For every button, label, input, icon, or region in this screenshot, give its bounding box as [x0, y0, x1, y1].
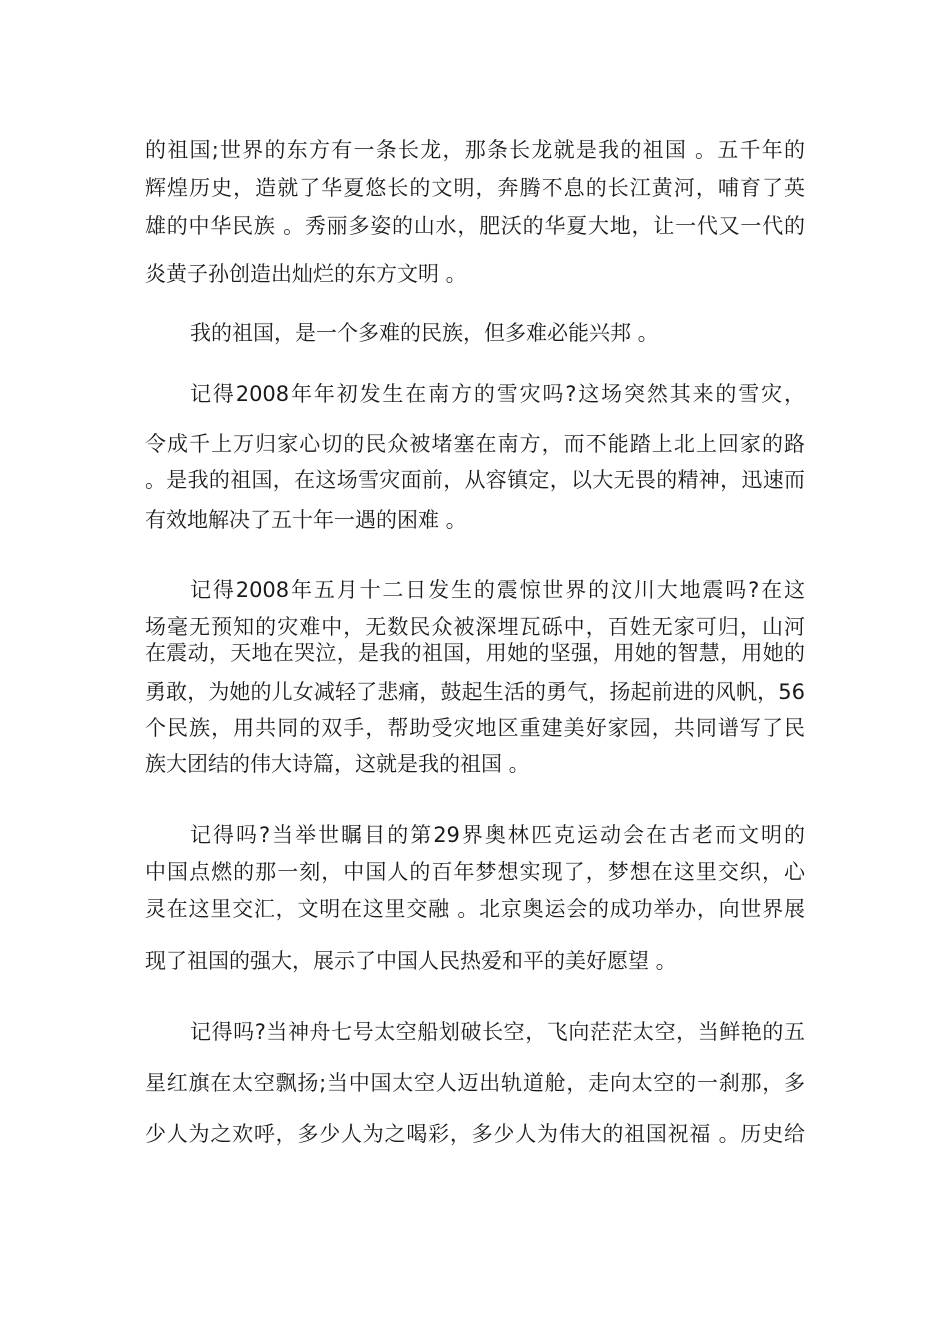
- paragraph-1-line-2: 辉煌历史，造就了华夏悠长的文明，奔腾不息的长江黄河，哺育了英: [145, 176, 805, 200]
- paragraph-5-line-3: 灵在这里交汇，文明在这里交融 。北京奥运会的成功举办，向世界展: [145, 897, 805, 921]
- paragraph-6-line-1: 记得吗?当神舟七号太空船划破长空，飞向茫茫太空，当鲜艳的五: [190, 1020, 805, 1044]
- paragraph-3-line-2: 令成千上万归家心切的民众被堵塞在南方，而不能踏上北上回家的路: [145, 432, 805, 456]
- paragraph-4-line-4: 勇敢，为她的儿女减轻了悲痛，鼓起生活的勇气，扬起前进的风帆，56: [145, 680, 805, 704]
- paragraph-1-line-3: 雄的中华民族 。秀丽多姿的山水，肥沃的华夏大地，让一代又一代的: [145, 214, 805, 238]
- paragraph-4-line-1: 记得2008年五月十二日发生的震惊世界的汶川大地震吗?在这: [190, 578, 805, 602]
- paragraph-3-line-3: 。是我的祖国，在这场雪灾面前，从容镇定，以大无畏的精神，迅速而: [145, 468, 805, 492]
- paragraph-5-line-4: 现了祖国的强大，展示了中国人民热爱和平的美好愿望 。: [145, 949, 677, 973]
- paragraph-4-line-3: 在震动，天地在哭泣，是我的祖国，用她的坚强，用她的智慧，用她的: [145, 641, 805, 665]
- paragraph-3-line-4: 有效地解决了五十年一遇的困难 。: [145, 508, 467, 532]
- paragraph-1-line-1: 的祖国;世界的东方有一条长龙，那条长龙就是我的祖国 。五千年的: [145, 138, 805, 162]
- paragraph-5-line-1: 记得吗?当举世瞩目的第29界奥林匹克运动会在古老而文明的: [190, 823, 805, 847]
- paragraph-4-line-2: 场毫无预知的灾难中，无数民众被深埋瓦砾中，百姓无家可归，山河: [145, 615, 805, 639]
- paragraph-1-line-4: 炎黄子孙创造出灿烂的东方文明 。: [145, 262, 467, 286]
- paragraph-3-line-1: 记得2008年年初发生在南方的雪灾吗?这场突然其来的雪灾，: [190, 382, 805, 406]
- paragraph-2-line-1: 我的祖国，是一个多难的民族，但多难必能兴邦 。: [190, 321, 659, 345]
- paragraph-6-line-3: 少人为之欢呼，多少人为之喝彩，多少人为伟大的祖国祝福 。历史给: [145, 1122, 805, 1146]
- paragraph-4-line-5: 个民族，用共同的双手，帮助受灾地区重建美好家园，共同谱写了民: [145, 716, 805, 740]
- paragraph-4-line-6: 族大团结的伟大诗篇，这就是我的祖国 。: [145, 752, 530, 776]
- paragraph-5-line-2: 中国点燃的那一刻，中国人的百年梦想实现了，梦想在这里交织，心: [145, 860, 805, 884]
- paragraph-6-line-2: 星红旗在太空飘扬;当中国太空人迈出轨道舱，走向太空的一刹那，多: [145, 1071, 805, 1095]
